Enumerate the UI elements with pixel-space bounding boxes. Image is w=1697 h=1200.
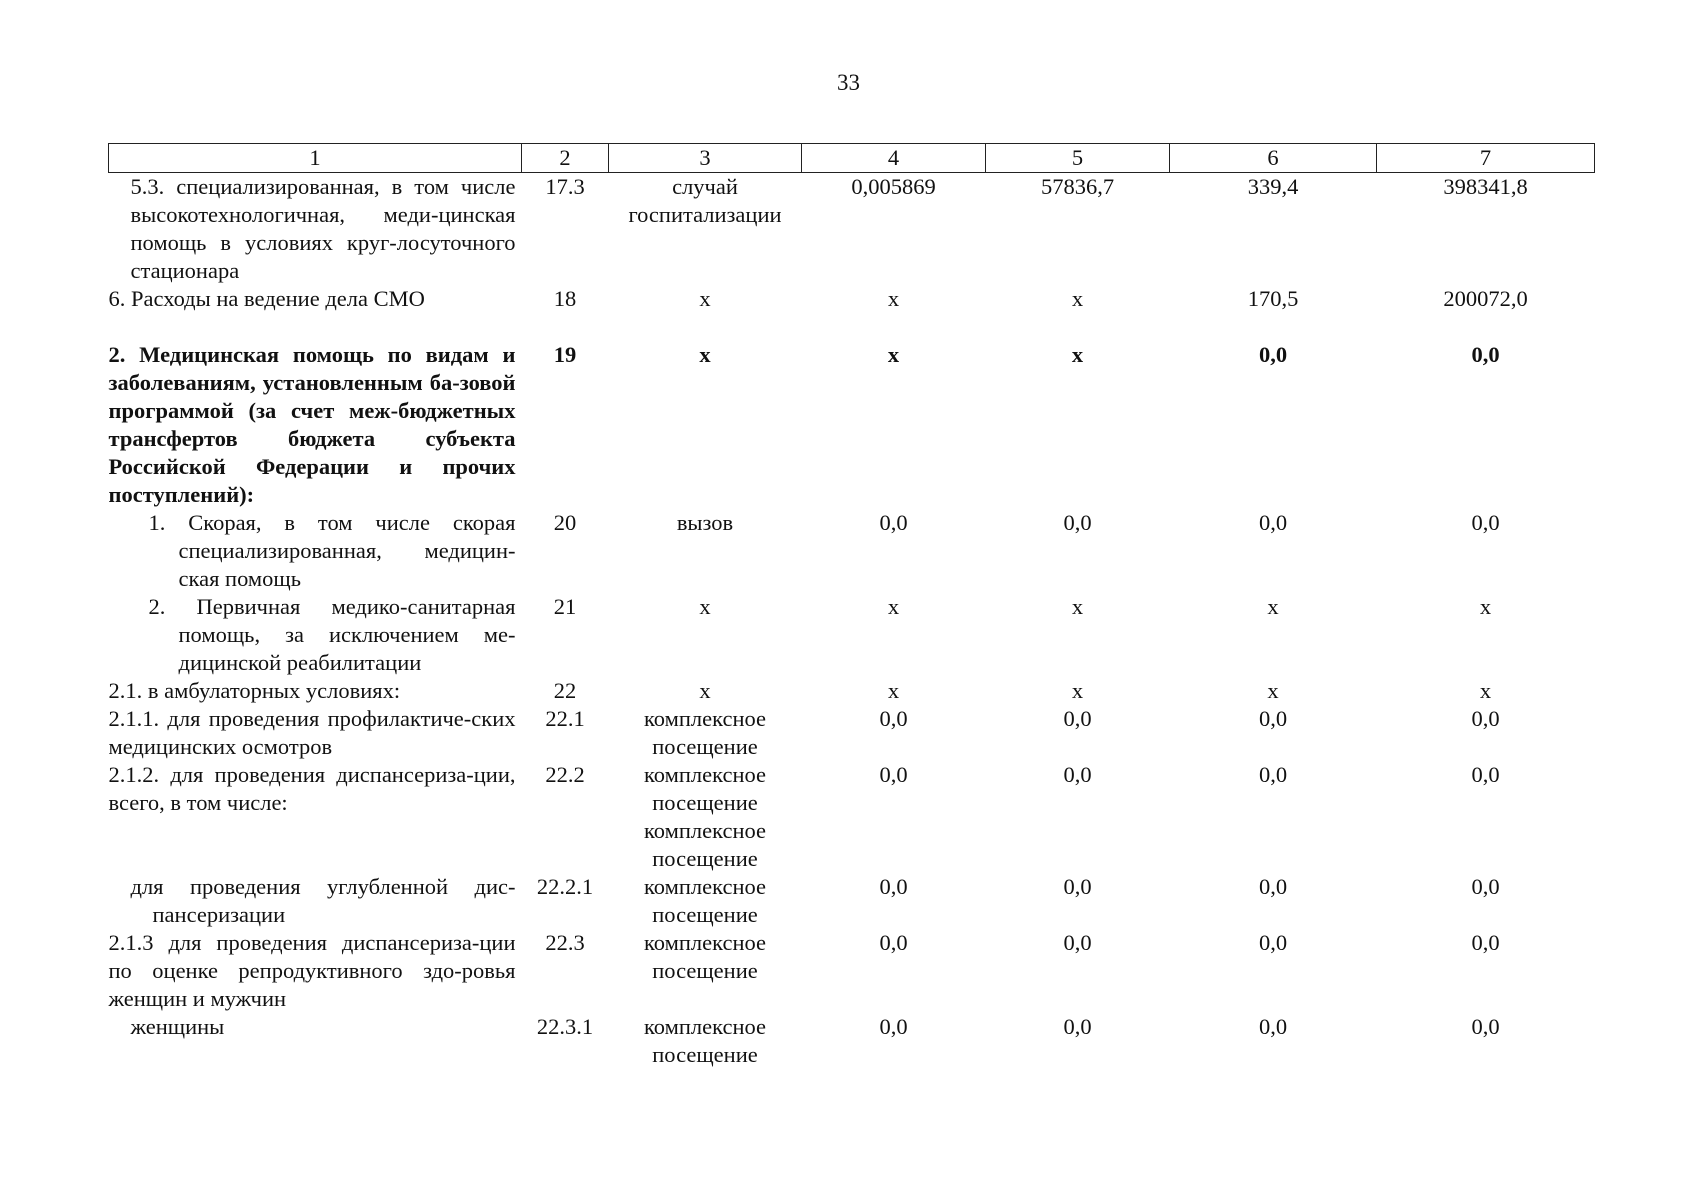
row-unit: х <box>699 342 711 367</box>
row-value: 0,005869 <box>851 174 936 199</box>
row-name: 2. Первичная медико-санитарная помощь, за исключением ме-дицинской реабилитации <box>148 594 516 675</box>
row-value: 0,0 <box>1471 706 1500 731</box>
row-value: 0,0 <box>1258 930 1288 955</box>
row-value: 0,0 <box>1258 706 1288 731</box>
data-table <box>108 143 1595 1069</box>
row-value: 0,0 <box>879 874 908 899</box>
row-value: х <box>1267 594 1279 619</box>
row-code: 22.3 <box>545 930 585 955</box>
row-value: х <box>1071 286 1084 311</box>
row-value: х <box>1071 342 1084 367</box>
row-name: 2.1.2. для проведения диспансериза-ции, всего, в том числе: <box>108 762 516 815</box>
page-number: 33 <box>837 70 860 95</box>
row-code: 21 <box>553 594 577 619</box>
row-value: 0,0 <box>879 762 908 787</box>
table-row <box>109 593 1595 677</box>
row-value: х <box>887 594 900 619</box>
row-code: 22.2 <box>545 762 585 787</box>
row-unit: комплексное посещение комплексное посещение <box>643 762 766 871</box>
row-code: 20 <box>553 510 577 535</box>
row-unit: х <box>699 678 711 703</box>
row-value: 0,0 <box>1258 874 1288 899</box>
row-code: 17.3 <box>545 174 585 199</box>
table-row <box>109 873 1595 929</box>
row-value: 0,0 <box>879 1014 908 1039</box>
table-row <box>109 509 1595 593</box>
row-code: 19 <box>553 342 577 367</box>
row-value: 0,0 <box>1063 762 1092 787</box>
row-unit: вызов <box>676 510 734 535</box>
row-value: х <box>1267 678 1279 703</box>
row-unit: случай госпитализации <box>628 174 782 227</box>
row-value: 0,0 <box>1471 930 1500 955</box>
row-value: 0,0 <box>1258 510 1288 535</box>
row-name: 2.1.3 для проведения диспансериза-ции по оценке репродуктивного здо-ровья женщин и мужчин <box>108 930 516 1011</box>
table-row <box>109 285 1595 313</box>
column-header: 4 <box>802 144 986 173</box>
row-name: 2.1.1. для проведения профилактиче-ских медицинских осмотров <box>108 706 516 759</box>
column-header: 7 <box>1377 144 1595 173</box>
row-value: 0,0 <box>1471 342 1500 367</box>
row-code: 22 <box>553 678 577 703</box>
row-value: 0,0 <box>879 510 908 535</box>
row-value: 0,0 <box>1258 342 1288 367</box>
row-unit: х <box>699 286 711 311</box>
column-header: 5 <box>986 144 1170 173</box>
row-value: 0,0 <box>879 706 908 731</box>
column-header: 6 <box>1170 144 1377 173</box>
header-row <box>109 144 1595 173</box>
table-row-section <box>109 313 1595 509</box>
row-value: х <box>887 678 900 703</box>
column-header: 3 <box>609 144 802 173</box>
row-value: 0,0 <box>1258 1014 1288 1039</box>
table-row <box>109 677 1595 705</box>
row-value: 0,0 <box>1063 510 1092 535</box>
row-value: 0,0 <box>1063 874 1092 899</box>
row-code: 22.3.1 <box>536 1014 594 1039</box>
row-value: 0,0 <box>1063 930 1092 955</box>
table-row <box>109 1013 1595 1069</box>
row-unit: комплексное посещение <box>643 930 766 983</box>
row-value: 0,0 <box>1471 1014 1500 1039</box>
row-unit: комплексное посещение <box>643 1014 766 1067</box>
row-value: х <box>887 342 900 367</box>
row-name: женщины <box>130 1014 225 1039</box>
row-value: х <box>1479 594 1492 619</box>
row-value: 0,0 <box>1258 762 1288 787</box>
row-value: 170,5 <box>1247 286 1299 311</box>
row-value: 0,0 <box>1471 762 1500 787</box>
column-header: 1 <box>109 144 522 173</box>
row-name: 6. Расходы на ведение дела СМО <box>108 286 425 311</box>
row-value: х <box>1071 594 1084 619</box>
row-value: 0,0 <box>879 930 908 955</box>
row-value: 339,4 <box>1247 174 1299 199</box>
row-value: 398341,8 <box>1443 174 1528 199</box>
row-value: 0,0 <box>1471 874 1500 899</box>
row-code: 22.1 <box>545 706 585 731</box>
row-name: 1. Скорая, в том числе скорая специализированная, медицин-ская помощь <box>148 510 516 591</box>
row-value: х <box>1071 678 1084 703</box>
row-unit: комплексное посещение <box>643 706 766 759</box>
table-row <box>109 761 1595 873</box>
row-name: 5.3. специализированная, в том числе высокотехнологичная, меди-цинская помощь в условиях круг-лосуточного стационара <box>130 174 516 283</box>
row-value: х <box>887 286 900 311</box>
row-value: 200072,0 <box>1443 286 1528 311</box>
row-code: 22.2.1 <box>536 874 594 899</box>
row-name: 2.1. в амбулаторных условиях: <box>108 678 401 703</box>
row-code: 18 <box>553 286 577 311</box>
table-row <box>109 705 1595 761</box>
row-name: для проведения углубленной дис-пансеризации <box>130 874 516 927</box>
row-value: 57836,7 <box>1040 174 1115 199</box>
table-row <box>109 173 1595 286</box>
row-name: 2. Медицинская помощь по видам и заболеваниям, установленным ба-зовой программой (за счет меж-бюджетных трансфертов бюджета субъекта Российской Федерации и прочих поступлений): <box>108 342 516 507</box>
row-unit: комплексное посещение <box>643 874 766 927</box>
row-unit: х <box>699 594 711 619</box>
row-value: 0,0 <box>1471 510 1500 535</box>
row-value: 0,0 <box>1063 1014 1092 1039</box>
column-header: 2 <box>522 144 609 173</box>
row-value: 0,0 <box>1063 706 1092 731</box>
row-value: х <box>1479 678 1492 703</box>
table-row <box>109 929 1595 1013</box>
